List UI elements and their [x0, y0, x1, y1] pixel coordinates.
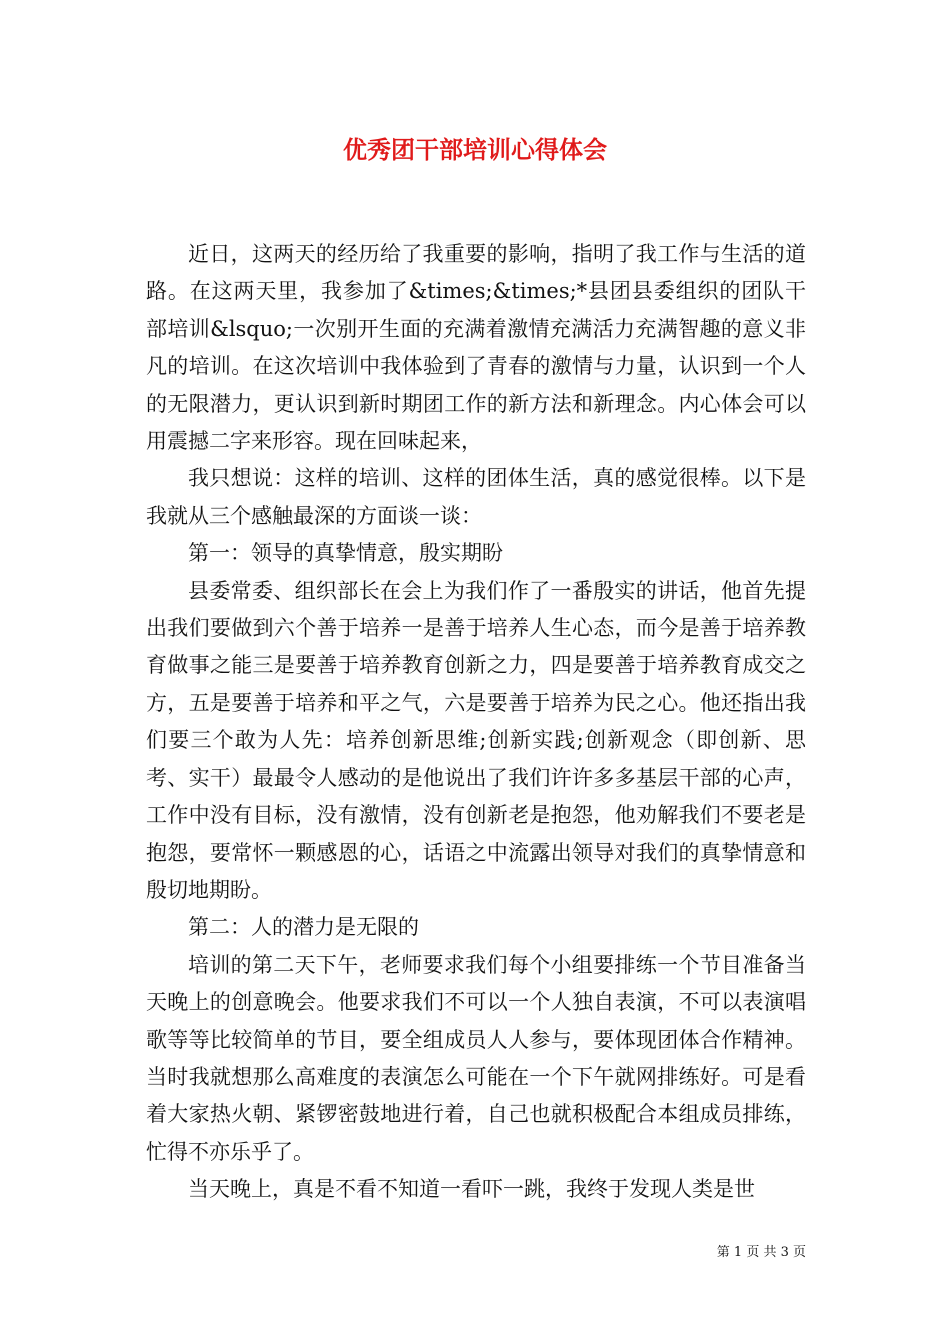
paragraph-evening: 当天晚上，真是不看不知道一看吓一跳，我终于发现人类是世	[188, 1177, 755, 1202]
section-heading-first: 第一：领导的真挚情意，殷实期盼	[188, 541, 503, 566]
page-number-footer: 第 1 页 共 3 页	[716, 1245, 806, 1260]
paragraph-second-section: 培训的第二天下午，老师要求我们每个小组要排练一个节目准备当天晚上的创意晚会。他要求我们不可以一个人独自表演，不可以表演唱歌等等比较简单的节目，要全组成员人人参与，要体现团体合作精神。当时我就想那么高难度的表演怎么可能在一个下午就网排练好。可是看着大家热火朝、紧锣密鼓地进行着，自己也就积极配合本组成员排练，忙得不亦乐乎了。	[146, 952, 806, 1164]
paragraph-first-section: 县委常委、组织部长在会上为我们作了一番殷实的讲话，他首先提出我们要做到六个善于培养一是善于培养人生心态，而今是善于培养教育做事之能三是要善于培养教育创新之力，四是要善于培养教育成交之方，五是要善于培养和平之气，六是要善于培养为民之心。他还指出我们要三个敢为人先：培养创新思维;创新实践;创新观念（即创新、思考、实干）最最令人感动的是他说出了我们许许多多基层干部的心声，工作中没有目标，没有激情，没有创新老是抱怨，他劝解我们不要老是抱怨，要常怀一颗感恩的心，话语之中流露出领导对我们的真挚情意和殷切地期盼。	[146, 578, 806, 902]
section-heading-second: 第二：人的潜力是无限的	[188, 915, 419, 940]
document-title: 优秀团干部培训心得体会	[343, 135, 607, 164]
paragraph-summary: 我只想说：这样的培训、这样的团体生活，真的感觉很棒。以下是我就从三个感触最深的方面谈一谈：	[146, 466, 806, 528]
document-body	[146, 236, 806, 1209]
paragraph-intro: 近日，这两天的经历给了我重要的影响，指明了我工作与生活的道路。在这两天里，我参加了&times;&times;*县团县委组织的团队干部培训&lsquo;一次别开生面的充满着激情充满活力充满智趣的意义非凡的培训。在这次培训中我体验到了青春的激情与力量，认识到一个人的无限潜力，更认识到新时期团工作的新方法和新理念。内心体会可以用震撼二字来形容。现在回味起来，	[146, 242, 806, 454]
